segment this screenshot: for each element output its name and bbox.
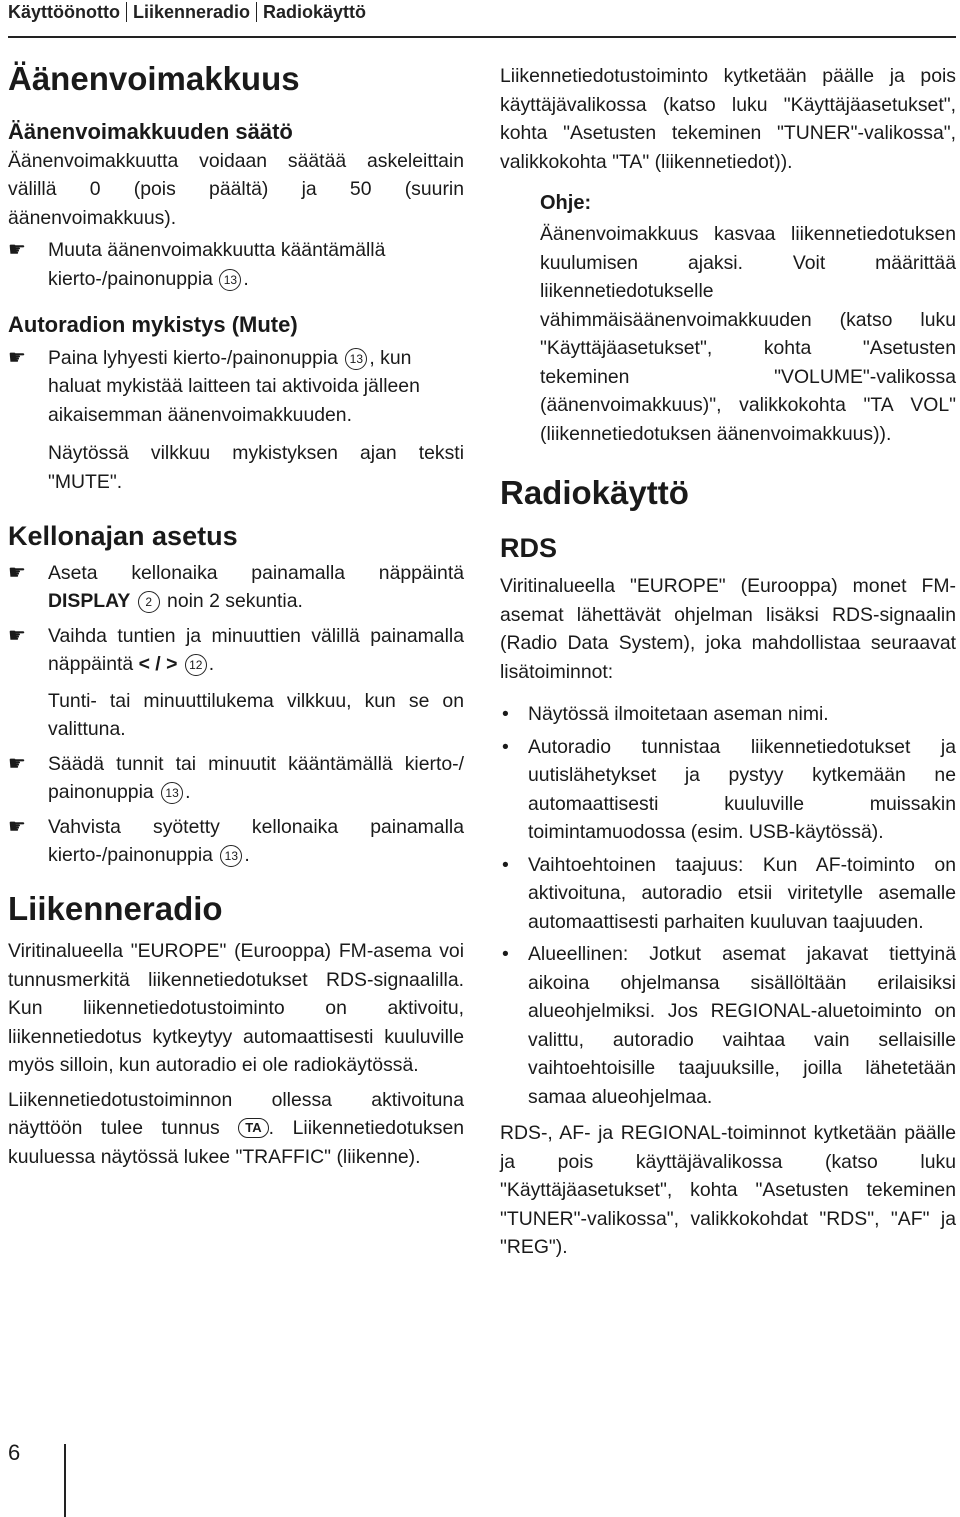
volume-paragraph: Äänenvoimakkuutta voidaan säätää askeleittain välillä 0 (pois päältä) ja 50 (suurin äänenvoimakkuus). xyxy=(8,149,464,229)
knob-number-icon: 13 xyxy=(345,348,367,370)
pointing-hand-icon: ☛ xyxy=(8,239,26,262)
heading-volume-adjust: Äänenvoimakkuuden säätö xyxy=(8,118,293,144)
step-clock-4: ☛ Vahvista syötetty kellonaika painamalla kierto-/painonuppia 13 . xyxy=(8,815,464,867)
note-text: Äänenvoimakkuus kasvaa liikennetiedotuksen kuulumisen ajaksi. Voit määrittää liikennetiedotukselle vähimmäisäänenvoimakkuuden (katso luku "Käyttäjäasetukset", kohta "Asetusten tekeminen "VOLUME"-valikossa (äänenvoimakkuus)", valikkokohta "TA VOL" (liikennetiedotuksen äänenvoimakkuus)). xyxy=(540,223,956,445)
step-clock-4-text: Vahvista syötetty kellonaika painamalla kierto-/painonuppia xyxy=(48,815,464,867)
step-mute xyxy=(8,344,464,430)
list-item: • Alueellinen: Jotkut asemat jakavat tiettyinä aikoina ohjelmansa sisällöltään erilaisiksi alueohjelmiksi. Jos REGIONAL-aluetoiminto on valittu, autoradio vaihtaa vain sellaisille vaihtoehtoisille taajuuksille, joilla lähetetään samaa alueohjelmaa. xyxy=(500,940,956,1111)
display-key-label: DISPLAY xyxy=(48,590,131,613)
list-item: • Näytössä ilmoitetaan aseman nimi. xyxy=(500,700,956,729)
pointing-hand-icon: ☛ xyxy=(8,624,26,647)
right-column xyxy=(500,62,956,1262)
step-mute-text-a: Paina lyhyesti kierto-/painonuppia xyxy=(48,346,338,369)
list-item: • Vaihtoehtoinen taajuus: Kun AF-toiminto on aktivoituna, autoradio etsii viritetylle asemalle automaattisesti parhaiten kuuluvan taajuuden. xyxy=(500,851,956,937)
note-label: Ohje: xyxy=(540,192,592,214)
rds-paragraph: Viritinalueella "EUROPE" (Eurooppa) monet FM-asemat lähettävät ohjelman lisäksi RDS-signaalin (Radio Data System), joka mahdollistaa seuraavat lisätoiminnot: xyxy=(500,575,956,683)
breadcrumb-separator xyxy=(256,2,257,22)
ta-toggle-paragraph: Liikennetiedotustoiminto kytketään päälle ja pois käyttäjävalikossa (katso luku "Käyttäjäasetukset", kohta "Asetusten tekeminen "TUNER"-valikossa", valikkokohta "TA" (liikennetiedot)). xyxy=(500,65,956,173)
breadcrumb-item-setup: Käyttöönotto xyxy=(8,2,120,22)
clock-blink-note: Tunti- tai minuuttilukema vilkkuu, kun se on valittuna. xyxy=(48,689,464,741)
heading-mute: Autoradion mykistys (Mute) xyxy=(8,312,298,338)
heading-rds: RDS xyxy=(500,532,558,563)
rds-menu-paragraph: RDS-, AF- ja REGIONAL-toiminnot kytketään päälle ja pois käyttäjävalikossa (katso luku "Käyttäjäasetukset", kohta "Asetusten tekeminen "TUNER"-valikossa", valikkokohdat "RDS", "AF" ja "REG"). xyxy=(500,1122,956,1259)
step-clock-2: ☛ Vaihda tuntien ja minuuttien välillä painamalla näppäintä < / > 12 . xyxy=(8,624,464,676)
mute-display-note: Näytössä vilkkuu mykistyksen ajan teksti "MUTE". xyxy=(48,442,464,493)
rds-feature-list xyxy=(500,700,956,1111)
left-column xyxy=(8,56,464,1171)
knob-number-icon: 13 xyxy=(161,782,183,804)
heading-clock: Kellonajan asetus xyxy=(8,521,238,552)
breadcrumb xyxy=(8,2,366,23)
step-clock-3-text: Säädä tunnit tai minuutit kääntämällä kierto-/ painonuppia xyxy=(48,752,464,804)
pointing-hand-icon: ☛ xyxy=(8,815,26,838)
knob-number-icon: 13 xyxy=(219,269,241,291)
arrow-keys-icon: < / > xyxy=(138,653,178,676)
step-volume: ☛ Muuta äänenvoimakkuutta kääntämällä kierto-/painonuppia 13 . xyxy=(8,239,386,290)
heading-radio-operation: Radiokäyttö xyxy=(500,474,689,511)
heading-traffic-radio: Liikenneradio xyxy=(8,889,223,927)
step-clock-1-text-a: Aseta kellonaika painamalla näppäintä xyxy=(48,561,464,584)
breadcrumb-item-radio: Radiokäyttö xyxy=(263,2,367,22)
step-clock-2-text: Vaihda tuntien ja minuuttien välillä painamalla näppäintä xyxy=(48,624,464,676)
heading-volume: Äänenvoimakkuus xyxy=(8,60,300,97)
list-item: • Autoradio tunnistaa liikennetiedotukset ja uutislähetykset ja pystyy kytkemään ne automaattisesti kuuluville muissakin toimintamuodossa (esim. USB-käytössä). xyxy=(500,733,956,847)
traffic-paragraph-2-a: Liikennetiedotustoiminnon ollessa aktivoituna näyttöön tulee tunnus xyxy=(8,1088,464,1140)
breadcrumb-item-traffic: Liikenneradio xyxy=(132,2,251,22)
step-mute-text-b: , kun haluat mykistää laitteen tai aktivoida jälleen aikaisemman äänenvoimakkuuden. xyxy=(48,346,420,426)
traffic-paragraph-1: Viritinalueella "EUROPE" (Eurooppa) FM-asema voi tunnusmerkitä liikennetiedotukset RDS-signaalilla. Kun liikennetiedotustoiminto on aktivoitu, liikennetiedotus kytkeytyy automaattisesti kuuluville myös silloin, kun autoradio ei ole radiokäytössä. xyxy=(8,940,464,1077)
header-rule xyxy=(8,36,956,38)
step-clock-3: ☛ Säädä tunnit tai minuutit kääntämällä kierto-/ painonuppia 13 . xyxy=(8,752,464,804)
note-box xyxy=(500,190,956,448)
step-clock-1-text-b: noin 2 sekuntia. xyxy=(167,590,303,613)
knob-number-icon: 13 xyxy=(220,845,242,867)
breadcrumb-separator xyxy=(126,2,127,22)
step-volume-text: Muuta äänenvoimakkuutta kääntämällä kierto-/painonuppia xyxy=(48,239,386,290)
pointing-hand-icon: ☛ xyxy=(8,752,26,775)
traffic-paragraph-2-b: . Liikennetiedotuksen kuuluessa näytössä lukee "TRAFFIC" (liikenne). xyxy=(8,1117,465,1168)
arrows-number-icon: 12 xyxy=(185,654,207,676)
step-clock-1 xyxy=(8,559,464,616)
pointing-hand-icon: ☛ xyxy=(8,561,26,584)
ta-symbol-icon: TA xyxy=(238,1118,268,1138)
traffic-paragraph-2 xyxy=(8,1086,464,1172)
display-number-icon: 2 xyxy=(138,591,160,613)
pointing-hand-icon: ☛ xyxy=(8,346,26,369)
page-divider xyxy=(64,1444,66,1517)
page-number: 6 xyxy=(8,1440,21,1465)
